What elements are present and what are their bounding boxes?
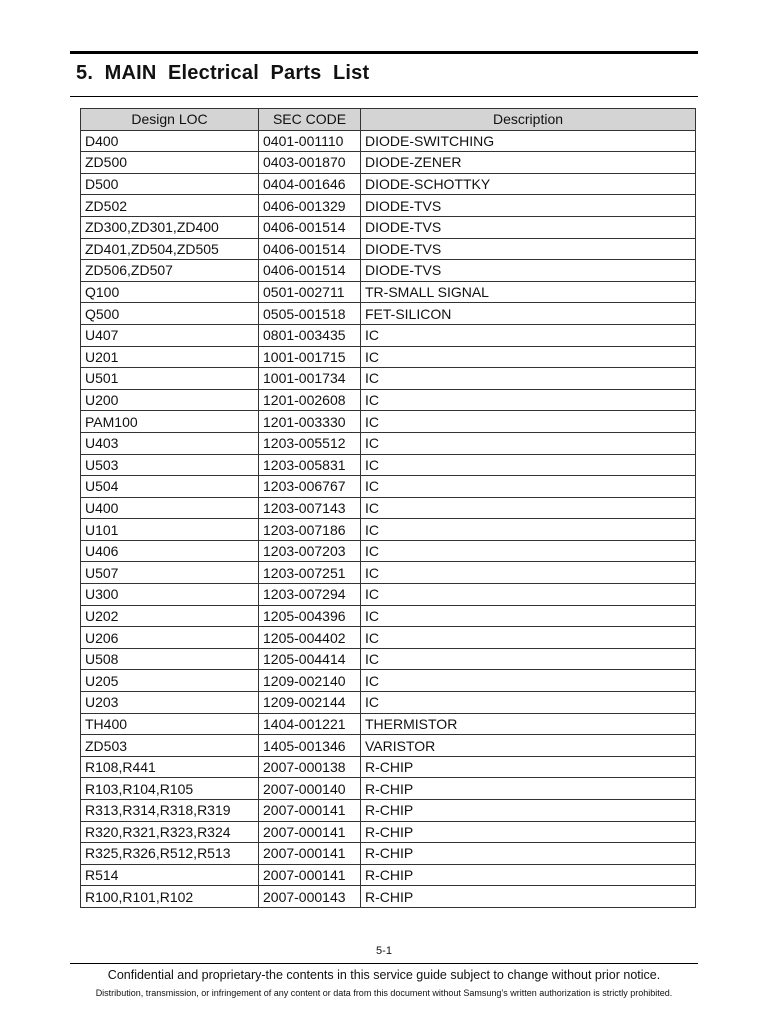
cell-sec-code: 1203-006767 [259,476,361,498]
cell-design-loc: U407 [81,324,259,346]
cell-sec-code: 2007-000141 [259,843,361,865]
cell-design-loc: U200 [81,389,259,411]
cell-description: IC [361,605,696,627]
cell-description: R-CHIP [361,843,696,865]
cell-sec-code: 1209-002140 [259,670,361,692]
cell-sec-code: 0406-001329 [259,195,361,217]
table-row [81,713,696,735]
cell-design-loc: U101 [81,519,259,541]
cell-sec-code: 0406-001514 [259,238,361,260]
table-row [81,886,696,908]
cell-sec-code: 0501-002711 [259,281,361,303]
cell-description: IC [361,454,696,476]
cell-design-loc: Q500 [81,303,259,325]
table-row [81,260,696,282]
parts-table [80,108,696,908]
cell-description: IC [361,562,696,584]
table-row [81,173,696,195]
cell-sec-code: 1203-007294 [259,584,361,606]
page-number: 5-1 [376,945,392,957]
cell-description: TR-SMALL SIGNAL [361,281,696,303]
cell-description: IC [361,476,696,498]
cell-design-loc: R514 [81,864,259,886]
cell-design-loc: ZD500 [81,152,259,174]
cell-design-loc: R108,R441 [81,756,259,778]
cell-description: IC [361,670,696,692]
cell-description: DIODE-TVS [361,195,696,217]
table-row [81,281,696,303]
cell-sec-code: 1205-004396 [259,605,361,627]
cell-sec-code: 0403-001870 [259,152,361,174]
cell-description: R-CHIP [361,778,696,800]
table-row [81,519,696,541]
cell-sec-code: 1203-007143 [259,497,361,519]
cell-sec-code: 1001-001715 [259,346,361,368]
cell-design-loc: ZD401,ZD504,ZD505 [81,238,259,260]
cell-sec-code: 2007-000138 [259,756,361,778]
top-rule [70,51,698,54]
table-row [81,497,696,519]
cell-design-loc: R320,R321,R323,R324 [81,821,259,843]
cell-description: R-CHIP [361,821,696,843]
cell-description: IC [361,519,696,541]
table-row [81,130,696,152]
cell-design-loc: U206 [81,627,259,649]
cell-design-loc: U300 [81,584,259,606]
cell-description: DIODE-TVS [361,260,696,282]
cell-design-loc: U202 [81,605,259,627]
cell-sec-code: 1203-007203 [259,540,361,562]
table-row [81,389,696,411]
table-row [81,476,696,498]
cell-description: VARISTOR [361,735,696,757]
table-row [81,432,696,454]
cell-design-loc: ZD300,ZD301,ZD400 [81,216,259,238]
cell-design-loc: ZD502 [81,195,259,217]
footer-rule [70,963,698,964]
cell-design-loc: R100,R101,R102 [81,886,259,908]
cell-description: IC [361,324,696,346]
table-row [81,843,696,865]
cell-sec-code: 1201-003330 [259,411,361,433]
table-row [81,756,696,778]
table-row [81,670,696,692]
cell-sec-code: 0404-001646 [259,173,361,195]
cell-sec-code: 1405-001346 [259,735,361,757]
table-row [81,238,696,260]
cell-design-loc: R313,R314,R318,R319 [81,800,259,822]
table-row [81,821,696,843]
table-row [81,735,696,757]
header-description: Description [361,109,696,131]
cell-description: IC [361,346,696,368]
cell-description: IC [361,411,696,433]
cell-description: IC [361,432,696,454]
cell-description: R-CHIP [361,886,696,908]
cell-design-loc: D400 [81,130,259,152]
cell-design-loc: U507 [81,562,259,584]
cell-description: IC [361,540,696,562]
table-row [81,864,696,886]
cell-sec-code: 0505-001518 [259,303,361,325]
cell-design-loc: U508 [81,648,259,670]
cell-sec-code: 0406-001514 [259,260,361,282]
cell-design-loc: PAM100 [81,411,259,433]
cell-sec-code: 1205-004402 [259,627,361,649]
cell-description: THERMISTOR [361,713,696,735]
table-row [81,152,696,174]
table-row [81,346,696,368]
cell-sec-code: 2007-000143 [259,886,361,908]
cell-description: IC [361,692,696,714]
cell-sec-code: 1203-007251 [259,562,361,584]
cell-design-loc: ZD506,ZD507 [81,260,259,282]
cell-description: R-CHIP [361,864,696,886]
title-rule [70,96,698,97]
cell-description: IC [361,584,696,606]
cell-design-loc: U503 [81,454,259,476]
footer-distribution-notice: Distribution, transmission, or infringement of any content or data from this document without Samsung’s written authorization is strictly prohibited. [95,988,673,998]
cell-description: DIODE-SCHOTTKY [361,173,696,195]
cell-sec-code: 1205-004414 [259,648,361,670]
cell-sec-code: 1203-005512 [259,432,361,454]
cell-description: R-CHIP [361,800,696,822]
table-header-row [81,109,696,131]
cell-description: R-CHIP [361,756,696,778]
cell-design-loc: D500 [81,173,259,195]
cell-sec-code: 1203-005831 [259,454,361,476]
cell-sec-code: 2007-000141 [259,821,361,843]
cell-design-loc: U403 [81,432,259,454]
table-row [81,324,696,346]
cell-design-loc: U205 [81,670,259,692]
table-row [81,778,696,800]
parts-table-body [81,130,696,907]
table-row [81,605,696,627]
table-row [81,562,696,584]
table-row [81,648,696,670]
cell-description: IC [361,627,696,649]
cell-design-loc: R325,R326,R512,R513 [81,843,259,865]
header-sec-code: SEC CODE [259,109,361,131]
cell-sec-code: 2007-000141 [259,800,361,822]
table-row [81,584,696,606]
cell-design-loc: ZD503 [81,735,259,757]
cell-design-loc: U406 [81,540,259,562]
cell-design-loc: U504 [81,476,259,498]
table-row [81,454,696,476]
table-row [81,303,696,325]
cell-sec-code: 1404-001221 [259,713,361,735]
cell-sec-code: 2007-000140 [259,778,361,800]
footer-confidential-notice: Confidential and proprietary-the contents in this service guide subject to change without prior notice. [107,968,661,982]
cell-sec-code: 1209-002144 [259,692,361,714]
cell-design-loc: Q100 [81,281,259,303]
table-row [81,195,696,217]
cell-description: DIODE-TVS [361,216,696,238]
cell-description: IC [361,368,696,390]
cell-design-loc: R103,R104,R105 [81,778,259,800]
cell-description: IC [361,389,696,411]
cell-sec-code: 2007-000141 [259,864,361,886]
cell-sec-code: 0406-001514 [259,216,361,238]
table-row [81,216,696,238]
table-row [81,540,696,562]
cell-sec-code: 1203-007186 [259,519,361,541]
cell-description: DIODE-SWITCHING [361,130,696,152]
cell-sec-code: 1001-001734 [259,368,361,390]
cell-description: IC [361,648,696,670]
table-row [81,411,696,433]
table-row [81,627,696,649]
table-row [81,692,696,714]
table-row [81,368,696,390]
cell-description: IC [361,497,696,519]
cell-description: DIODE-ZENER [361,152,696,174]
cell-description: DIODE-TVS [361,238,696,260]
table-row [81,800,696,822]
cell-sec-code: 0801-003435 [259,324,361,346]
cell-design-loc: U400 [81,497,259,519]
cell-design-loc: TH400 [81,713,259,735]
cell-sec-code: 0401-001110 [259,130,361,152]
cell-design-loc: U501 [81,368,259,390]
page-title: 5. MAIN Electrical Parts List [76,62,370,84]
cell-design-loc: U203 [81,692,259,714]
cell-sec-code: 1201-002608 [259,389,361,411]
cell-design-loc: U201 [81,346,259,368]
header-design-loc: Design LOC [81,109,259,131]
cell-description: FET-SILICON [361,303,696,325]
